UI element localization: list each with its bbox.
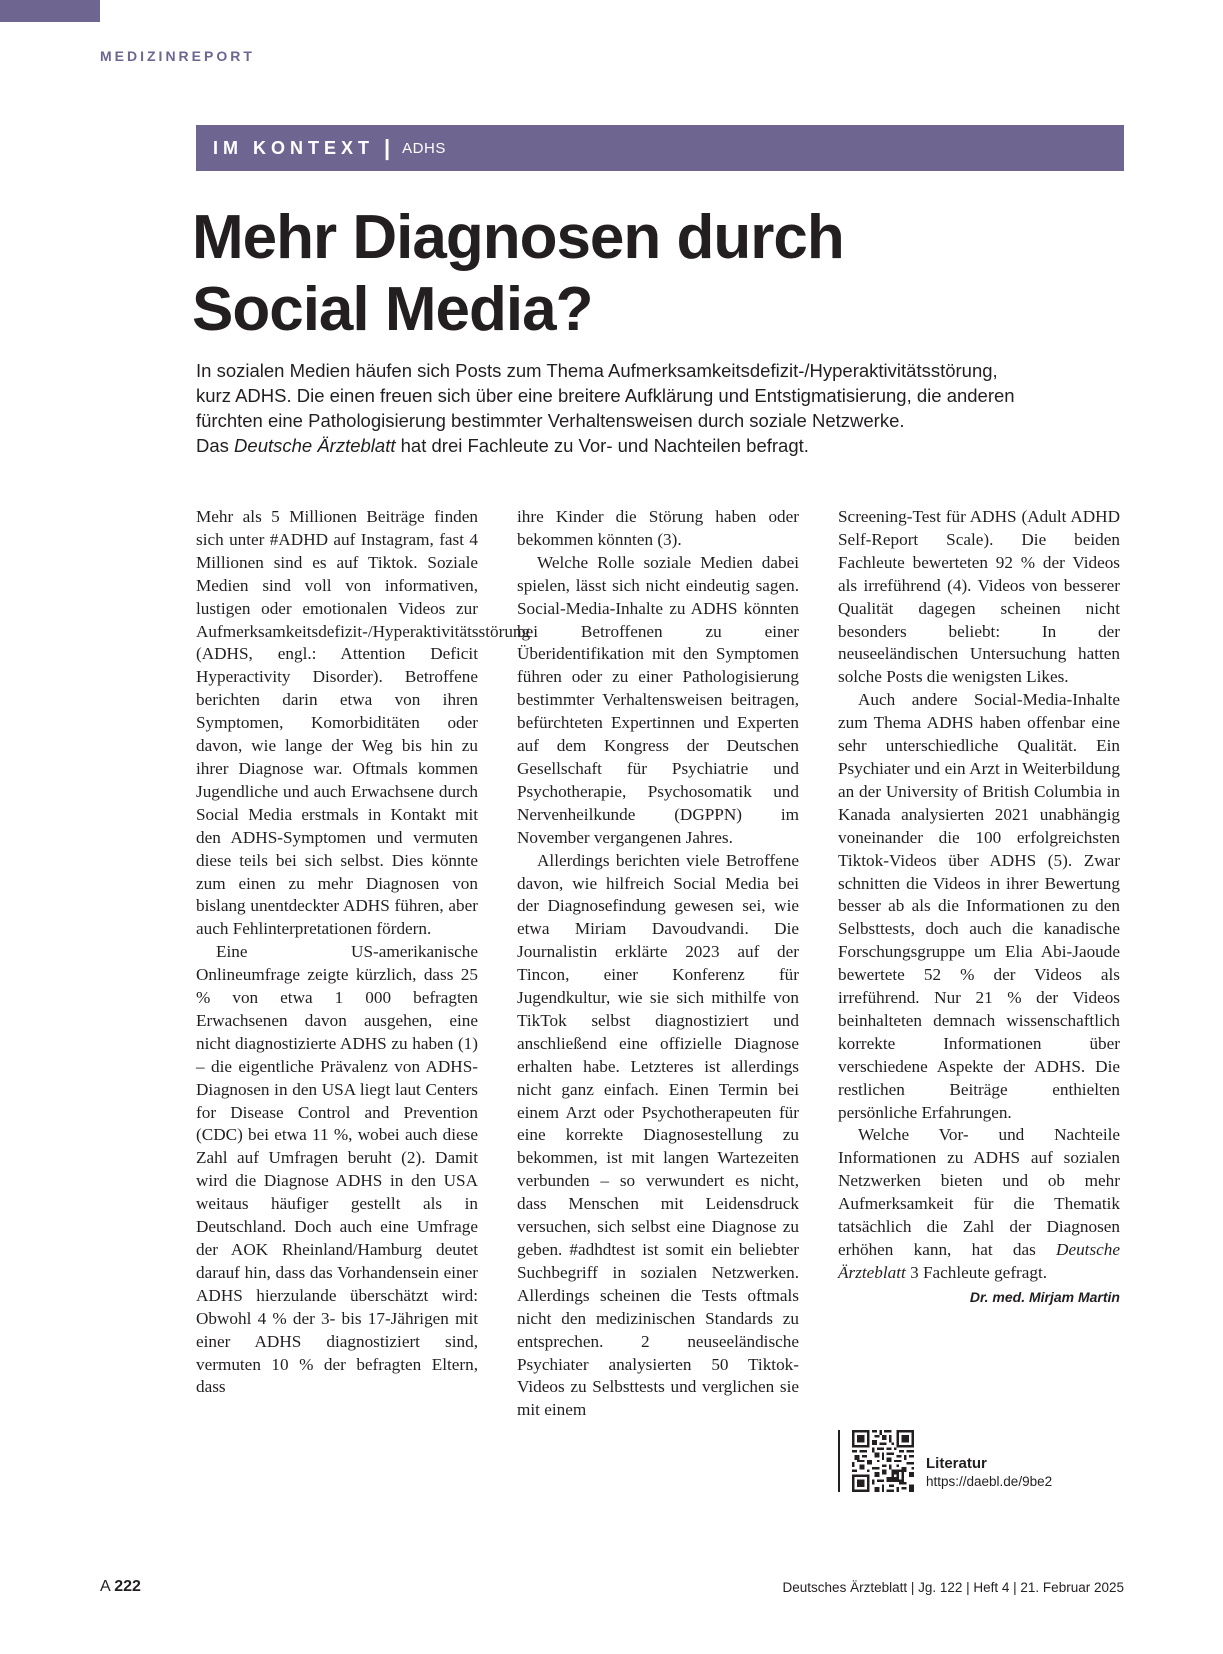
column-1-paragraph-2: Eine US-amerikanische Onlineumfrage zeigte kürzlich, dass 25 % von etwa 1 000 befragten Erwachsenen davon ausgehen, eine nicht diagnostizierte ADHS zu haben (1) – die eigentliche Prävalenz von ADHS-Diagnosen in den USA liegt laut Centers for Disease Control and Prevention (CDC) bei etwa 11 %, wobei auch diese Zahl auf Umfragen beruht (2). Damit wird die Diagnose ADHS in den USA weitaus häufiger gestellt als in Deutschland. Doch auch eine Umfrage der AOK Rheinland/Hamburg deutet darauf hin, dass das Vorhandensein einer ADHS hierzulande überschätzt wird: Obwohl 4 % der 3- bis 17-Jährigen mit einer ADHS diagnostiziert sind, vermuten 10 % der befragten Eltern, dass: [196, 942, 478, 1397]
literature-link[interactable]: https://daebl.de/9be2: [926, 1474, 1053, 1489]
lead-journal-name: Deutsche Ärzteblatt: [234, 435, 396, 456]
lead-line-4: [196, 433, 1101, 458]
author-byline: Dr. med. Mirjam Martin: [969, 1288, 1120, 1305]
article-headline: [192, 202, 1092, 346]
lead-line-4-end: hat drei Fachleute zu Vor- und Nachteilen befragt.: [395, 435, 809, 456]
column-3-paragraph-2: Auch andere Social-Media-Inhalte zum Thema ADHS haben offenbar eine sehr unterschiedliche Qualität. Ein Psychiater und ein Arzt in Weiterbildung an der University of British Columbia in Kanada analysierten 2021 unabhängig voneinander die 100 erfolgreichsten Tiktok-Videos über ADHS (5). Zwar schnitten die Videos in ihrer Bewertung besser ab als die Informationen zu den Selbsttests, doch auch die kanadische Forschungsgruppe um Elia Abi-Jaoude bewertete 52 % der Videos als irreführend. Nur 21 % der Videos beinhalteten demnach wissenschaftlich korrekte Informationen über verschiedene Aspekte der ADHS. Die restlichen Beiträge enthielten persönliche Erfahrungen.: [838, 690, 1120, 1122]
page-number-prefix: A: [100, 1578, 115, 1595]
corner-accent-tab: [0, 0, 100, 22]
headline-line-1: Mehr Diagnosen durch: [192, 203, 844, 272]
lead-line-2: kurz ADHS. Die einen freuen sich über eine breitere Aufklärung und Entstigmatisierung, die anderen: [196, 385, 1015, 406]
headline-line-2: Social Media?: [192, 275, 593, 344]
literature-text: [926, 1431, 1052, 1491]
lead-line-3: fürchten eine Pathologisierung bestimmter Verhaltensweisen durch soziale Netzwerke.: [196, 410, 905, 431]
article-lead: [196, 358, 1101, 458]
column-2-paragraph-1: ihre Kinder die Störung haben oder bekommen könnten (3).: [517, 507, 799, 549]
context-banner-separator: |: [384, 135, 391, 160]
literature-divider: [838, 1430, 840, 1492]
lead-line-4-start: Das: [196, 435, 235, 456]
column-2-paragraph-3: Allerdings berichten viele Betroffene davon, wie hilfreich Social Media bei der Diagnosefindung gewesen sei, wie etwa Miriam Davoudvandi. Die Journalistin erklärte 2023 auf der Tincon, einer Konferenz für Jugendkultur, wie sie sich mithilfe von TikTok selbst diagnostiziert und anschließend eine offizielle Diagnose erhalten habe. Letzteres ist allerdings nicht ganz einfach. Einen Termin bei einem Arzt oder Psychotherapeuten für eine korrekte Diagnosestellung zu bekommen, ist mit langen Wartezeiten verbunden – so verwundert es nicht, dass Menschen mit Leidensdruck versuchen, sich selbst eine Diagnose zu geben. #adhdtest ist somit ein beliebter Suchbegriff in sozialen Netzwerken. Allerdings scheinen die Tests oftmals nicht den medizinischen Standards zu entsprechen. 2 neuseeländische Psychiater analysierten 50 Tiktok-Videos zu Selbsttests und verglichen sie mit einem: [517, 850, 799, 1420]
qr-code-icon[interactable]: [852, 1430, 914, 1492]
section-label: MEDIZINREPORT: [100, 48, 255, 64]
column-1-paragraph-1: Mehr als 5 Millionen Beiträge finden sich unter #ADHD auf Instagram, fast 4 Millionen sind es auf Tiktok. Soziale Medien sind voll von informativen, lustigen oder emotionalen Videos zur Aufmerksamkeitsdefizit-/Hyperaktivitätsstörung (ADHS, engl.: Attention Deficit Hyperactivity Disorder). Betroffene berichten darin etwa von ihren Symptomen, Komorbiditäten oder davon, wie lange der Weg bis hin zu ihrer Diagnose war. Oftmals kommen Jugendliche und auch Erwachsene durch Social Media erstmals in Kontakt mit den ADHS-Symptomen und vermuten diese teils bei sich selbst. Dies könnte zum einen zu mehr Diagnosen von bislang unentdeckter ADHS führen, aber auch Fehlinterpretationen fördern.: [196, 507, 531, 939]
page-number-value: 222: [114, 1578, 141, 1595]
context-banner: [196, 125, 1124, 171]
context-banner-topic: ADHS: [402, 139, 446, 157]
article-column-3: [838, 506, 1120, 1307]
article-column-1: [196, 506, 531, 1399]
context-banner-title: IM KONTEXT: [213, 137, 374, 158]
article-column-2: [517, 506, 799, 1422]
lead-line-1: In sozialen Medien häufen sich Posts zum Thema Aufmerksamkeitsdefizit-/Hyperaktivitätsstörung,: [196, 360, 998, 381]
column-3-paragraph-3: [838, 1124, 1120, 1284]
literature-title: Literatur: [926, 1455, 987, 1472]
column-3-journal-name: Deutsche Ärzteblatt: [838, 1240, 1120, 1282]
literature-reference: [838, 1430, 1052, 1492]
column-3-paragraph-3-end: 3 Fachleute gefragt.: [905, 1262, 1048, 1282]
journal-citation: Deutsches Ärzteblatt | Jg. 122 | Heft 4 | 21. Februar 2025: [782, 1580, 1124, 1595]
column-3-paragraph-1: Screening-Test für ADHS (Adult ADHD Self-Report Scale). Die beiden Fachleute bewerteten 92 % der Videos als irreführend (4). Videos von besserer Qualität dagegen scheinen nicht besonders beliebt: In der neuseeländischen Untersuchung hatten solche Posts die wenigsten Likes.: [838, 507, 1120, 687]
column-2-paragraph-2: Welche Rolle soziale Medien dabei spielen, lässt sich nicht eindeutig sagen. Social-Media-Inhalte zu ADHS könnten bei Betroffenen zu einer Überidentifikation mit den Symptomen führen oder zu einer Pathologisierung bestimmter Verhaltensweisen beitragen, befürchteten Expertinnen und Experten auf dem Kongress der Deutschen Gesellschaft für Psychiatrie und Psychotherapie, Psychosomatik und Nervenheilkunde (DGPPN) im November vergangenen Jahres.: [517, 552, 799, 847]
column-3-paragraph-3-start: Welche Vor- und Nachteile Informationen zu ADHS auf sozialen Netzwerken bieten und ob mehr Aufmerksamkeit für die Thematik tatsächlich die Zahl der Diagnosen erhöhen kann, hat das: [838, 1125, 1120, 1259]
page-number: [100, 1578, 141, 1596]
